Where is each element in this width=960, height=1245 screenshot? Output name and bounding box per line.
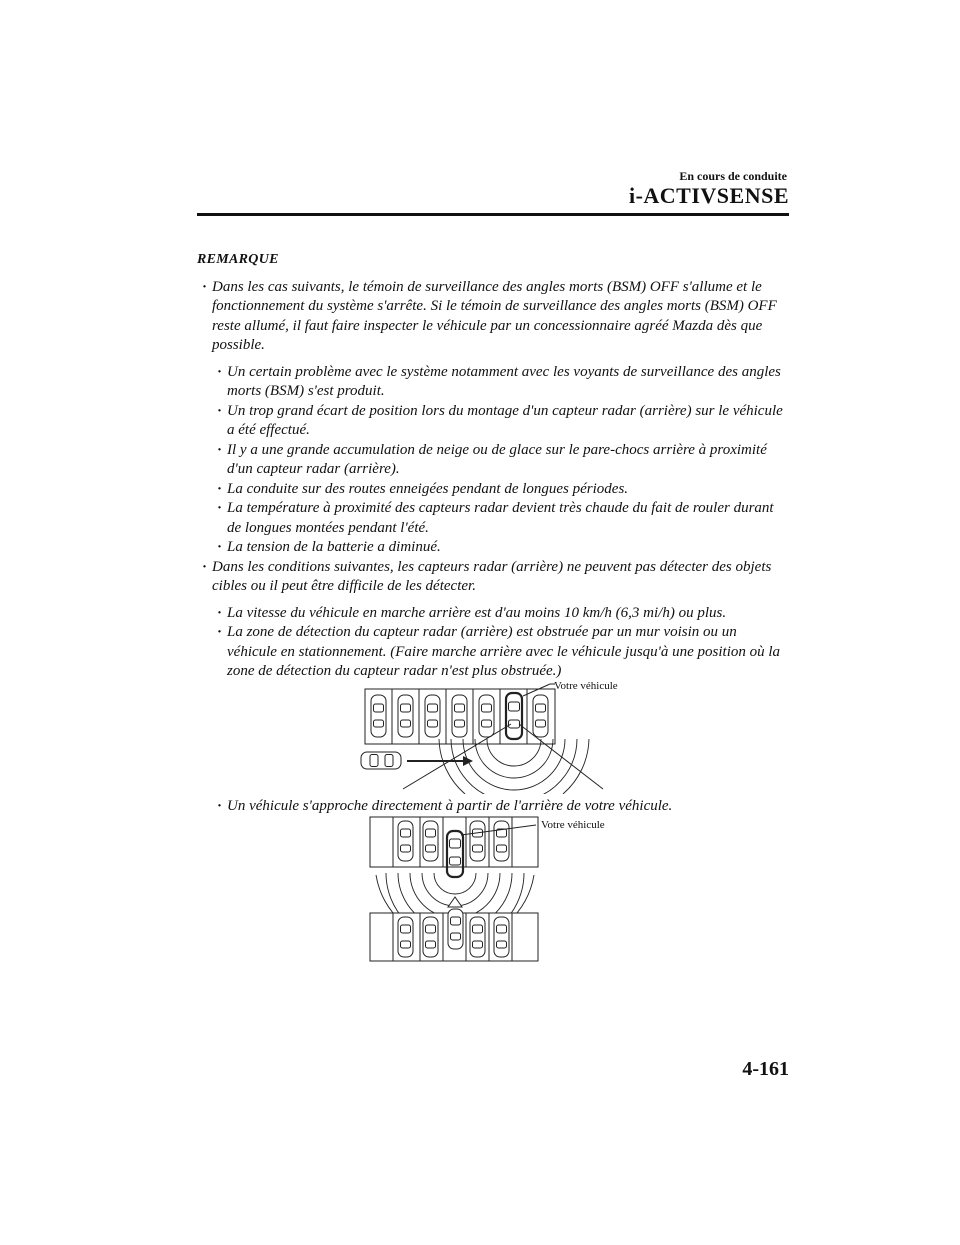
sub-item-text: Il y a une grande accumulation de neige ou de glace sur le pare-chocs arrière à proximité d'un capteur radar (arrière). [227,441,767,477]
sub-item [197,604,787,624]
bullet-icon: · [202,278,208,295]
note-item-text: Dans les conditions suivantes, les capteurs radar (arrière) ne peuvent pas détecter des objets cibles ou il peut être difficile de les détecter. [212,558,772,594]
figure-label-your-vehicle: Votre véhicule [554,680,618,692]
chapter-title: i-ACTIVSENSE [628,183,789,208]
sub-item-text: La vitesse du véhicule en marche arrière est d'au moins 10 km/h (6,3 mi/h) ou plus. [227,604,727,621]
sub-item [197,441,787,480]
note-title: REMARQUE [197,252,279,267]
note-item [197,558,787,597]
bullet-icon: · [217,500,223,516]
figure-label-your-vehicle: Votre véhicule [541,819,605,831]
bullet-icon: · [217,539,223,555]
sub-item-text: Un trop grand écart de position lors du montage d'un capteur radar (arrière) sur le véhicule a été effectué. [227,402,783,438]
sub-item [197,480,787,500]
bullet-icon: · [217,441,223,458]
sub-item [197,363,787,402]
figure-rear-approach [368,815,628,963]
section-name: En cours de conduite [679,169,787,183]
bullet-icon: · [217,480,223,497]
note-item-text: Dans les cas suivants, le témoin de surveillance des angles morts (BSM) OFF s'allume et le fonctionnement du système s'arrête. Si le témoin de surveillance des angles morts (BSM) OFF reste allumé, il faut faire inspecter le véhicule par un concessionnaire agréé Mazda dès que possible. [212,278,777,353]
sub-item-text: La tension de la batterie a diminué. [227,539,441,555]
sub-item-text: La conduite sur des routes enneigées pendant de longues périodes. [227,480,629,497]
parking-diagram [355,682,655,794]
note-block [197,250,787,682]
bullet-icon: · [217,604,223,621]
sub-item [197,538,787,558]
sub-item [197,499,787,538]
sub-item [197,402,787,441]
sub-item-text: La température à proximité des capteurs radar devient très chaude du fait de rouler durant de longues montées pendant l'été. [227,500,774,536]
bullet-icon: · [217,624,223,640]
bullet-icon: · [217,402,223,419]
bullet-icon: · [217,798,223,814]
sub-item-text: Un certain problème avec le système notamment avec les voyants de surveillance des angles morts (BSM) s'est produit. [227,363,781,399]
header-rule [197,213,789,216]
sub-item [197,623,787,682]
figure-parking-obstruction [355,682,655,794]
bullet-icon: · [217,363,223,380]
note-item [197,278,787,356]
sub-item [197,797,817,817]
sub-item-text: Un véhicule s'approche directement à partir de l'arrière de votre véhicule. [227,798,673,814]
rear-approach-diagram [368,815,628,963]
page-number: 4-161 [742,1058,789,1080]
sub-item-text: La zone de détection du capteur radar (arrière) est obstruée par un mur voisin ou un véhicule en stationnement. (Faire marche arrière avec le véhicule jusqu'à une position où la zone de détection du capteur radar n'est plus obstruée.) [227,624,781,679]
bullet-icon: · [202,558,208,575]
